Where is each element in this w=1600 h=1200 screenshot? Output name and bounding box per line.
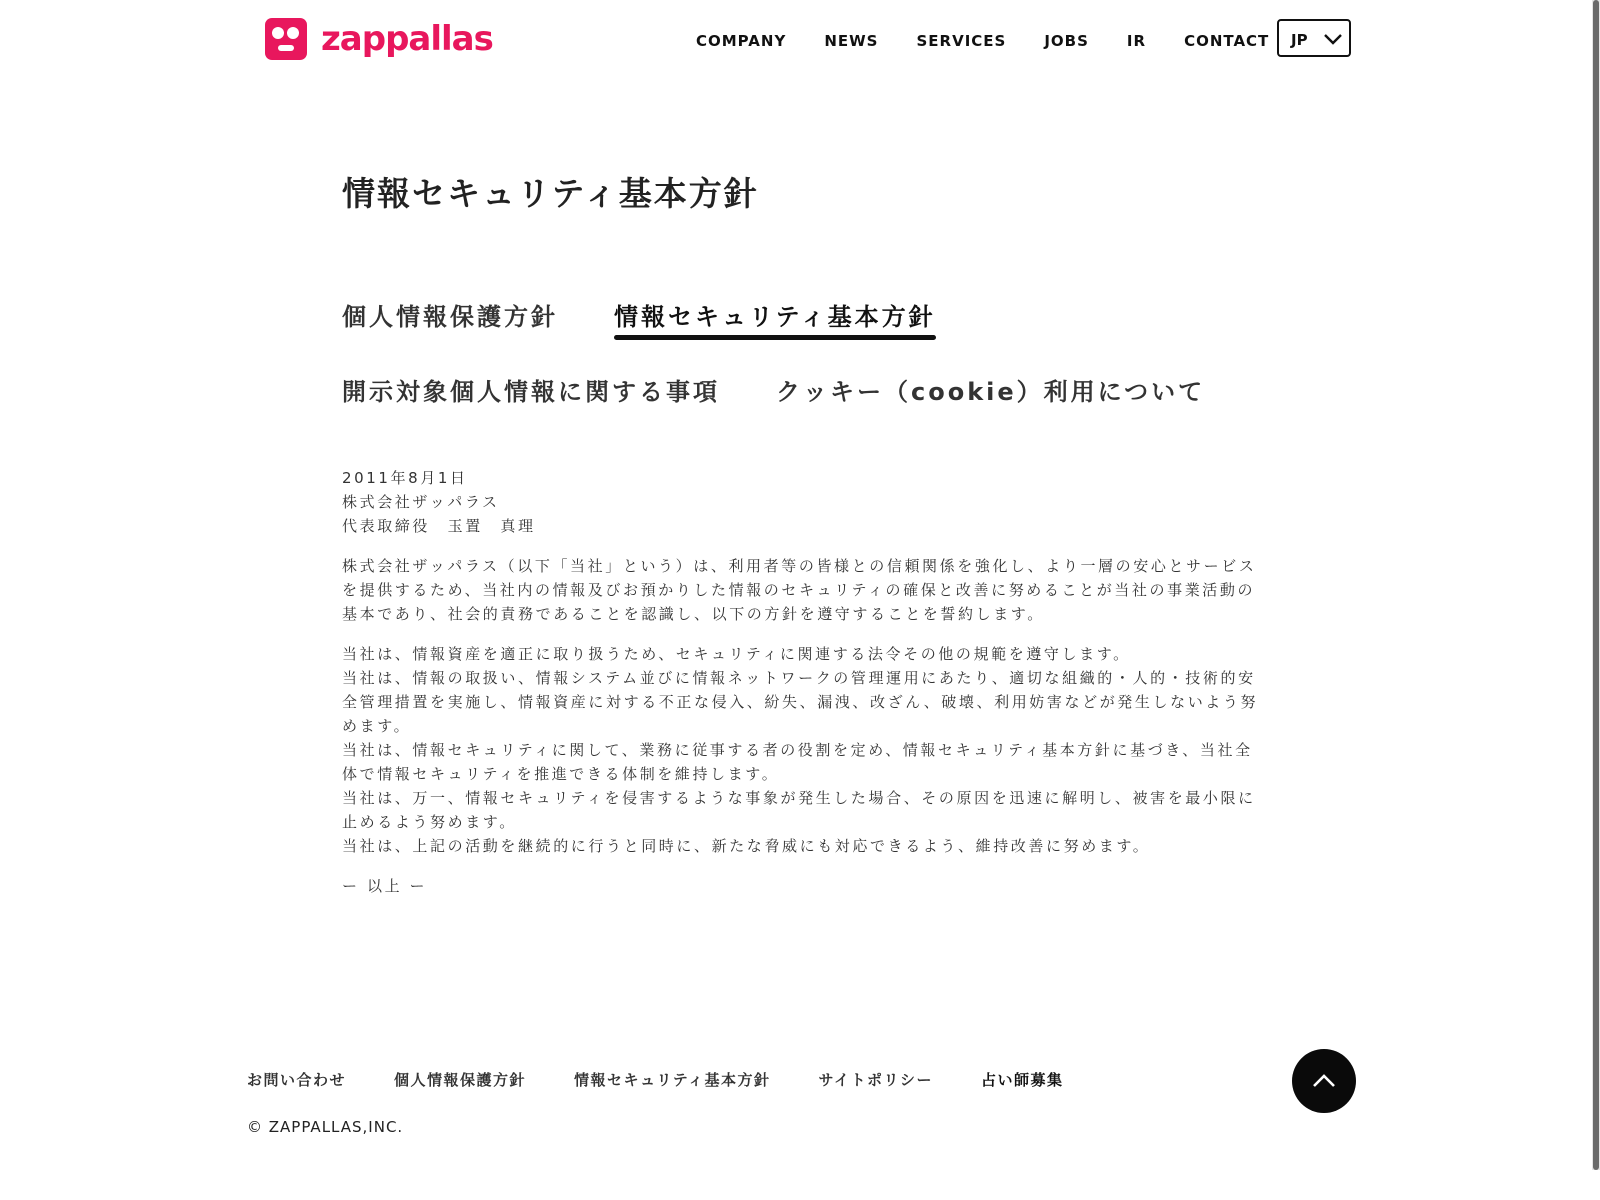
chevron-down-icon [1323,29,1343,49]
nav-item-ir[interactable]: IR [1126,32,1147,50]
policy-item: 当社は、上記の活動を継続的に行うと同時に、新たな脅威にも対応できるよう、維持改善に努めます。 [342,837,1151,855]
language-select-value: JP [1291,31,1308,49]
policy-item: 当社は、情報資産を適正に取り扱うため、セキュリティに関連する法令その他の規範を遵守します。 [342,645,1131,663]
representative-name: 代表取締役 玉置 真理 [342,517,536,535]
footer-link-privacy-policy[interactable]: 個人情報保護方針 [394,1071,527,1089]
policy-intro: 株式会社ザッパラス（以下「当社」という）は、利用者等の皆様との信頼関係を強化し、より一層の安心とサービスを提供するため、当社内の情報及びお預かりした情報のセキュリティの確保と改善に努めることが当社の事業活動の基本であり、社会的責務であることを認識し、以下の方針を遵守することを誓約します。 [342,557,1257,623]
nav-item-news[interactable]: NEWS [824,32,879,50]
policy-closing: ー 以上 ー [342,877,428,895]
footer-link-site-policy[interactable]: サイトポリシー [818,1071,933,1089]
nav-item-jobs[interactable]: JOBS [1044,32,1089,50]
page-title: 情報セキュリティ基本方針 [342,174,759,213]
chevron-up-icon [1312,1069,1336,1093]
copyright: © ZAPPALLAS,INC. [247,1118,404,1136]
company-name: 株式会社ザッパラス [342,493,500,511]
main-nav [696,30,1307,52]
policy-item: 当社は、情報の取扱い、情報システム並びに情報ネットワークの管理運用にあたり、適切な組織的・人的・技術的安全管理措置を実施し、情報資産に対する不正な侵入、紛失、漏洩、改ざん、破壊、利用妨害などが発生しないよう努めます。 [342,669,1259,735]
tab-privacy-policy[interactable]: 個人情報保護方針 [342,303,558,331]
site-logo[interactable] [265,18,493,60]
policy-item: 当社は、万一、情報セキュリティを侵害するような事象が発生した場合、その原因を迅速に解明し、被害を最小限に止めるよう努めます。 [342,789,1256,831]
policy-list [342,642,1262,858]
footer-link-contact[interactable]: お問い合わせ [247,1071,347,1089]
scrollbar-thumb[interactable] [1593,0,1599,1170]
tab-disclosure-items[interactable]: 開示対象個人情報に関する事項 [342,378,720,406]
footer-nav [247,1069,1112,1091]
page-scrollbar[interactable] [1592,0,1600,1170]
nav-item-services[interactable]: SERVICES [916,32,1007,50]
back-to-top-button[interactable] [1292,1049,1356,1113]
policy-content [342,466,1262,914]
policy-item: 当社は、情報セキュリティに関して、業務に従事する者の役割を定め、情報セキュリティ基本方針に基づき、当社全体で情報セキュリティを推進できる体制を維持します。 [342,741,1253,783]
nav-item-contact[interactable]: CONTACT [1184,32,1270,50]
footer-link-fortune-teller-recruiting[interactable]: 占い師募集 [981,1071,1064,1089]
footer-link-information-security-policy[interactable]: 情報セキュリティ基本方針 [574,1071,771,1089]
policy-header [342,466,1262,538]
policy-date: 2011年8月1日 [342,469,468,487]
language-select[interactable] [1277,19,1351,57]
logo-icon [265,18,307,60]
nav-item-company[interactable]: COMPANY [696,32,787,50]
tab-cookie-policy[interactable]: クッキー（cookie）利用について [776,378,1206,406]
logo-wordmark: zappallas [321,19,493,59]
tab-information-security-policy[interactable]: 情報セキュリティ基本方針 [614,300,936,334]
